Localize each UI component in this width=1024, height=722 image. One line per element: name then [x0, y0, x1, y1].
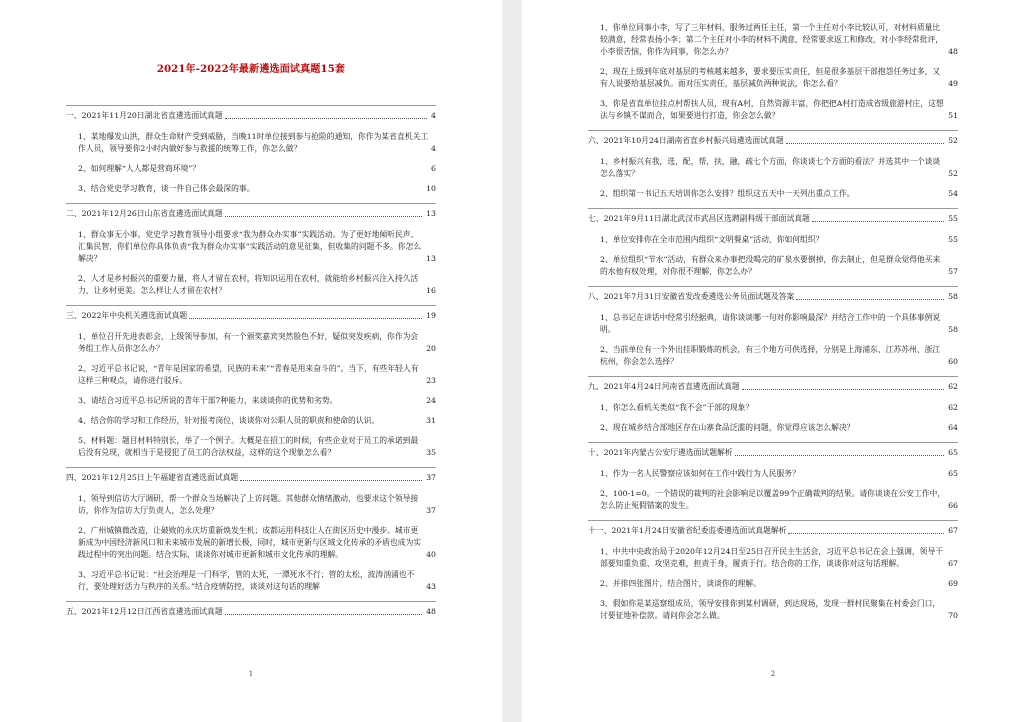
- toc-page-number: 69: [948, 579, 958, 588]
- toc-entry-text: 十、2021年内蒙古公安厅遴选面试题解析: [588, 448, 733, 457]
- toc-question-entry[interactable]: [588, 546, 958, 570]
- toc-page-number: 48: [948, 47, 958, 56]
- dot-leader: [796, 299, 944, 300]
- toc-entry-text: 2、并排四张图片，结合图片，谈谈你的理解。: [600, 579, 761, 588]
- toc-page-number: 55: [948, 235, 958, 244]
- dot-leader: [189, 318, 422, 319]
- toc-section-heading[interactable]: [588, 446, 958, 460]
- toc-question-entry[interactable]: [66, 331, 436, 355]
- toc-question-entry[interactable]: [66, 131, 436, 155]
- toc-section-heading[interactable]: [66, 471, 436, 485]
- toc-entry-text: 一、2021年11月20日湖北省直遴选面试真题: [66, 111, 223, 120]
- toc-section-heading[interactable]: [588, 212, 958, 226]
- page-number: 2: [770, 670, 776, 678]
- toc-page-number: 37: [426, 506, 436, 515]
- toc-entry-text: 二、2021年12月26日山东省直遴选面试真题: [66, 209, 223, 218]
- toc-question-entry[interactable]: [588, 98, 958, 122]
- toc-entry-text: 2、习近平总书记说，“青年是国家的希望，民族的未来”“青春是用来奋斗的”。当下，有些年轻人有这样三种观点，请你进行驳斥。: [78, 364, 419, 385]
- toc-question-entry[interactable]: [66, 229, 436, 265]
- toc-question-entry[interactable]: [588, 234, 958, 246]
- dot-leader: [240, 480, 422, 481]
- section-divider: [66, 305, 436, 306]
- toc-entry-text: 3、结合党史学习教育，谈一件自己体会最深的事。: [78, 184, 255, 193]
- toc-page-number: 51: [948, 111, 958, 120]
- toc-entry-text: 1、单位召开先进表彰会，上级领导参加，有一个颁奖嘉宾突然脸色不好，疑似突发疾病，你作为会务组工作人员你怎么办？: [78, 332, 419, 353]
- toc-question-entry[interactable]: [588, 312, 958, 336]
- toc-entry-text: 3、假如你是某巡察组成员，领导安排你到某村调研，到达现场，发现一群村民聚集在村委会门口，讨要征地补偿款。请问你会怎么做。: [600, 599, 941, 620]
- toc-page-number: 35: [426, 448, 436, 457]
- toc-page-number: 31: [426, 416, 436, 425]
- document-title: 2021年-2022年最新遴选面试真题15套: [156, 64, 346, 75]
- toc-page-number: 67: [948, 559, 958, 568]
- toc-list-page-2: [588, 22, 958, 622]
- toc-page-number: 52: [948, 136, 958, 145]
- dot-leader: [788, 533, 944, 534]
- toc-entry-text: 2、现在城乡结合部地区存在山寨食品泛滥的问题，你觉得应该怎么解决？: [600, 423, 855, 432]
- toc-page-number: 6: [431, 164, 436, 173]
- section-divider: [66, 601, 436, 602]
- toc-question-entry[interactable]: [66, 415, 436, 427]
- page-number: 1: [248, 670, 254, 678]
- toc-section-heading[interactable]: [588, 380, 958, 394]
- toc-entry-text: 1、乡村振兴有我，选，配，帮，扶，融，疏七个方面，你谈谈七个方面的看法？并选其中一个谈谈怎么落实？: [600, 157, 941, 178]
- toc-question-entry[interactable]: [588, 402, 958, 414]
- toc-entry-text: 九、2021年4月24日河南省直遴选面试真题: [588, 382, 740, 391]
- toc-section-heading[interactable]: [66, 207, 436, 221]
- toc-page-number: 62: [948, 382, 958, 391]
- toc-question-entry[interactable]: [588, 188, 958, 200]
- toc-page-number: 64: [948, 423, 958, 432]
- toc-entry-text: 1、某地爆发山洪，群众生命财产受到威胁，当晚11时单位接到参与抢险的通知，你作为某省直机关工作人员，领导要你2小时内做好参与救援的统筹工作，你怎么做？: [78, 132, 429, 153]
- toc-page-number: 19: [426, 311, 436, 320]
- toc-page-number: 4: [431, 144, 436, 153]
- toc-section-heading[interactable]: [588, 524, 958, 538]
- toc-entry-text: 1、中共中央政治局于2020年12月24日至25日召开民主生活会，习近平总书记在会上强调，领导干部要知重负重、攻坚克难，担责于身，履责于行。结合你的工作，谈谈你对这句话理解。: [600, 547, 944, 568]
- toc-question-entry[interactable]: [588, 156, 958, 180]
- toc-entry-text: 1、你单位同事小李，写了三年材料，服务过两任主任，第一个主任对小李比较认可，对材料质量比较满意，经常表扬小李；第二个主任对小李的材料不满意，经常要求返工和修改，对小李经常批评，小李很苦恼，你作为同事，你怎么办？: [600, 23, 944, 56]
- toc-page-number: 52: [948, 169, 958, 178]
- toc-page-number: 43: [426, 582, 436, 591]
- section-divider: [588, 286, 958, 287]
- toc-entry-text: 2、人才是乡村振兴的重要力量，将人才留在农村，将知识运用在农村，就能给乡村振兴注入持久活力，让乡村更美。怎么样让人才留在农村？: [78, 274, 419, 295]
- toc-entry-text: 1、你怎么看机关类似“我不会”干部的现象？: [600, 403, 754, 412]
- section-divider: [66, 203, 436, 204]
- section-divider: [588, 208, 958, 209]
- toc-entry-text: 2、现在上级到年底对基层的考核越来越多，要求要压实责任，但是很多基层干部抱怨任务过多，又有人说要给基层减负。面对压实责任，基层减负两种说法，你怎么看？: [600, 67, 941, 88]
- section-divider: [66, 467, 436, 468]
- dot-leader: [786, 143, 944, 144]
- section-divider: [588, 442, 958, 443]
- toc-entry-text: 2、组织第一书记五天培训你怎么安排？组织这五天中一天列出重点工作。: [600, 189, 855, 198]
- toc-entry-text: 2、如何理解“人人都是营商环境”？: [78, 164, 201, 173]
- toc-question-entry[interactable]: [588, 468, 958, 480]
- toc-section-heading[interactable]: [588, 134, 958, 148]
- toc-page-number: 58: [948, 325, 958, 334]
- toc-entry-text: 3、习近平总书记说：“社会治理是一门科学，管的太死，一潭死水不行；管的太松，波涛汹涌也不行，要处理好活力与秩序的关系。”结合疫情防控，谈谈对这句话的理解: [78, 570, 415, 591]
- toc-question-entry[interactable]: [588, 66, 958, 90]
- toc-question-entry[interactable]: [66, 273, 436, 297]
- toc-entry-text: 2、当前单位有一个外出挂职锻炼的机会，有三个地方可供选择，分别是上海浦东、江苏苏州、浙江杭州，你会怎么选择？: [600, 345, 941, 366]
- document-page-2: [522, 0, 1024, 722]
- toc-entry-text: 2、单位组织“节水”活动，有群众来办事把没喝完的矿泉水要倒掉，你去制止，但是群众觉得他买来的水他有权处理，对你很不理解，你怎么办？: [600, 255, 941, 276]
- document-page-1: [0, 0, 502, 722]
- toc-list-page-1: [66, 105, 436, 619]
- toc-section-heading[interactable]: [66, 605, 436, 619]
- toc-section-heading[interactable]: [588, 290, 958, 304]
- toc-entry-text: 七、2021年9月11日湖北武汉市武昌区选聘副科级干部面试真题: [588, 214, 810, 223]
- toc-section-heading[interactable]: [66, 109, 436, 123]
- dot-leader: [225, 216, 422, 217]
- section-divider: [588, 520, 958, 521]
- toc-entry-text: 1、群众事无小事。党史学习教育领导小组要求“我为群众办实事”实践活动。为了更好地倾听民声、汇集民智，你们单位你具体负责“我为群众办实事”实践活动的意见征集，但收集的问题不多。你怎么解决？: [78, 230, 422, 263]
- toc-page-number: 57: [948, 267, 958, 276]
- toc-question-entry[interactable]: [66, 163, 436, 175]
- toc-entry-text: 2、100-1=0。一个错误的裁判的社会影响足以覆盖99个正确裁判的结果。请你谈谈在公安工作中，怎么防止冤假错案的发生。: [600, 489, 946, 510]
- toc-page-number: 48: [426, 607, 436, 616]
- dot-leader: [225, 118, 427, 119]
- toc-page-number: 20: [426, 344, 436, 353]
- toc-entry-text: 三、2022年中央机关遴选面试真题: [66, 311, 188, 320]
- toc-page-number: 67: [948, 526, 958, 535]
- toc-section-heading[interactable]: [66, 309, 436, 323]
- toc-question-entry[interactable]: [588, 598, 958, 622]
- section-divider: [588, 376, 958, 377]
- dot-leader: [225, 614, 422, 615]
- toc-entry-text: 3、你是省直单位挂点村帮扶人员，现有A村，自然资源丰富，你把把A村打造成省级旅游村庄，这想法与乡镇不谋而合，如果要进行打造，你会怎么做？: [600, 99, 944, 120]
- toc-entry-text: 1、作为一名人民警察应该如何在工作中践行为人民服务？: [600, 469, 800, 478]
- section-divider: [588, 130, 958, 131]
- toc-page-number: 10: [426, 184, 436, 193]
- toc-question-entry[interactable]: [66, 395, 436, 407]
- toc-question-entry[interactable]: [588, 578, 958, 590]
- toc-question-entry[interactable]: [588, 22, 958, 58]
- toc-question-entry[interactable]: [588, 488, 958, 512]
- toc-entry-text: 1、单位安排你在全市范围内组织“文明餐桌”活动，你如何组织？: [600, 235, 824, 244]
- toc-page-number: 70: [948, 611, 958, 620]
- toc-entry-text: 四、2021年12月25日上午福建省直遴选面试真题: [66, 473, 239, 482]
- toc-question-entry[interactable]: [66, 363, 436, 387]
- toc-entry-text: 八、2021年7月31日安徽省发改委遴选公务员面试题及答案: [588, 292, 795, 301]
- toc-entry-text: 2、广州城镇微改造，让破败的永庆坊重新焕发生机；成都运用科技让人在街区历史中漫步。城市更新成为中国经济新风口和未来城市发展的新增长极，同时，城市更新与区域文化传承的矛盾也成为实践过程中的突出问题。结合实际，谈谈你对城市更新和城市文化传承的理解。: [78, 526, 422, 559]
- toc-entry-text: 1、总书记在讲话中经常引经据典，请你谈谈哪一句对你影响最深？并结合工作中的一个具体事例说明。: [600, 313, 941, 334]
- toc-entry-text: 3、请结合习近平总书记所说的青年干部7种能力，来谈谈你的优势和劣势。: [78, 396, 338, 405]
- toc-page-number: 16: [426, 286, 436, 295]
- toc-entry-text: 1、领导到信访大厅调研，帮一个群众当场解决了上访问题。其他群众情绪激动，也要求这个领导接访，你作为信访大厅负责人，怎么处理？: [78, 494, 419, 515]
- toc-page-number: 49: [948, 79, 958, 88]
- toc-page-number: 60: [948, 357, 958, 366]
- toc-question-entry[interactable]: [66, 493, 436, 517]
- dot-leader: [812, 221, 944, 222]
- toc-question-entry[interactable]: [588, 254, 958, 278]
- toc-question-entry[interactable]: [66, 183, 436, 195]
- toc-page-number: 24: [426, 396, 436, 405]
- toc-page-number: 65: [948, 448, 958, 457]
- toc-entry-text: 5、材料题：题目材料特别长，举了一个例子。大概是在招工的时候，有些企业对于员工的承诺到最后没有兑现，就相当于是侵犯了员工的合法权益，这样的这个现象怎么看？: [78, 436, 419, 457]
- toc-entry-text: 4、结合你的学习和工作经历，针对报考岗位，谈谈你对公职人员的职责和使命的认识。: [78, 416, 380, 425]
- toc-page-number: 58: [948, 292, 958, 301]
- toc-page-number: 62: [948, 403, 958, 412]
- toc-page-number: 13: [426, 209, 436, 218]
- toc-page-number: 13: [426, 254, 436, 263]
- toc-question-entry[interactable]: [588, 422, 958, 434]
- dot-leader: [742, 389, 944, 390]
- toc-entry-text: 十一、2021年1月24日安徽省纪委监委遴选面试真题解析: [588, 526, 787, 535]
- toc-entry-text: 六、2021年10月24日湖南省直乡村振兴局遴选面试真题: [588, 136, 784, 145]
- toc-question-entry[interactable]: [66, 525, 436, 561]
- toc-entry-text: 五、2021年12月12日江西省直遴选面试真题: [66, 607, 223, 616]
- toc-question-entry[interactable]: [588, 344, 958, 368]
- dot-leader: [735, 455, 944, 456]
- section-divider: [66, 105, 436, 106]
- toc-page-number: 37: [426, 473, 436, 482]
- toc-question-entry[interactable]: [66, 435, 436, 459]
- toc-page-number: 55: [948, 214, 958, 223]
- toc-page-number: 23: [426, 376, 436, 385]
- toc-question-entry[interactable]: [66, 569, 436, 593]
- toc-page-number: 65: [948, 469, 958, 478]
- toc-page-number: 54: [948, 189, 958, 198]
- toc-page-number: 66: [948, 501, 958, 510]
- toc-page-number: 40: [426, 550, 436, 559]
- toc-page-number: 4: [431, 111, 436, 120]
